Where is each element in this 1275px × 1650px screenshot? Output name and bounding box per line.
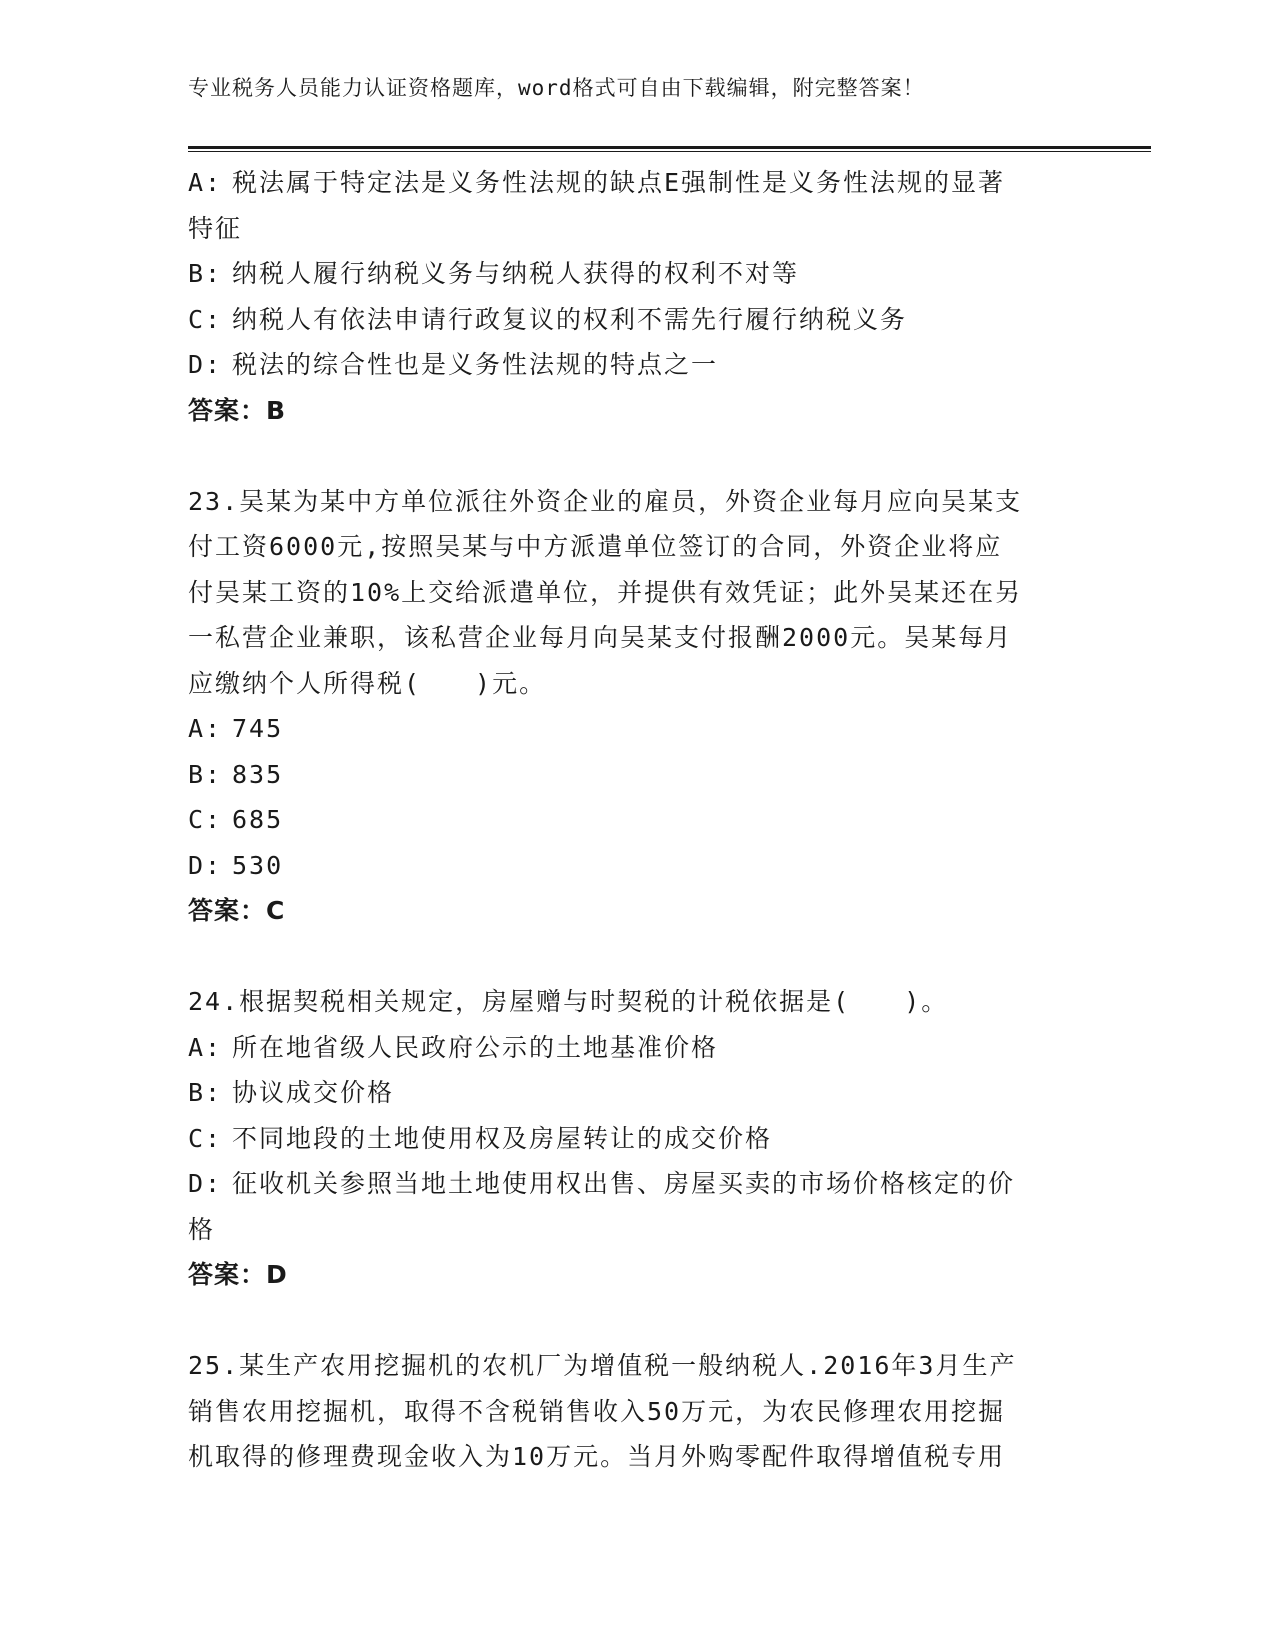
option-label: C: [188,304,223,334]
q25-stem-line: 机取得的修理费现金收入为10万元。当月外购零配件取得增值税专用 [188,1442,1006,1471]
q22-option-b-text: 纳税人履行纳税义务与纳税人获得的权利不对等 [232,259,800,288]
q23-option-a-text: 745 [232,714,284,743]
q24-option-c-text: 不同地段的土地使用权及房屋转让的成交价格 [232,1123,773,1153]
option-label: D: [188,850,223,880]
q23-option-c-text: 685 [232,805,284,834]
option-label: A: [188,1032,223,1062]
q24-option-c [188,1116,1088,1162]
q24-stem: 24.根据契税相关规定，房屋赠与时契税的计税依据是( )。 [188,987,949,1016]
option-label: C: [188,1123,223,1153]
q23-option-a [188,706,1088,752]
option-label: A: [188,714,223,743]
q22-answer: 答案：B [188,395,287,425]
q22-option-a-continued: 特征 [188,213,243,243]
q23-option-c [188,797,1088,843]
q24-option-b-text: 协议成交价格 [232,1078,395,1107]
q25-stem-line: 销售农用挖掘机，取得不含税销售收入50万元，为农民修理农用挖掘 [188,1396,1006,1426]
q23-option-d [188,843,1088,889]
spacer [188,1298,1088,1344]
q24-option-a [188,1025,1088,1071]
q22-option-c [188,297,1088,343]
option-label: D: [188,350,223,379]
option-label: B: [188,759,223,789]
q23-option-d-text: 530 [232,850,284,880]
spacer [188,934,1088,980]
q23-stem-line: 应缴纳个人所得税( )元。 [188,668,547,698]
q23-stem-line: 付吴某工资的10%上交给派遣单位，并提供有效凭证；此外吴某还在另 [188,577,1023,607]
q24-option-d-text: 征收机关参照当地土地使用权出售、房屋买卖的市场价格核定的价 [232,1169,1016,1198]
q24-option-a-text: 所在地省级人民政府公示的土地基准价格 [232,1032,719,1062]
q22-option-a [188,160,1088,206]
q22-option-d-text: 税法的综合性也是义务性法规的特点之一 [232,350,719,379]
document-body [188,160,1088,1480]
option-label: B: [188,259,223,288]
header-divider [188,146,1151,152]
q23-option-b-text: 835 [232,759,284,789]
page-header: 专业税务人员能力认证资格题库，word格式可自由下载编辑，附完整答案！ [188,76,925,100]
q23-answer: 答案：C [188,896,286,925]
q24-option-d [188,1161,1088,1207]
q22-option-a-text: 税法属于特定法是义务性法规的缺点E强制性是义务性法规的显著 [232,168,1006,197]
q23-stem-line: 一私营企业兼职，该私营企业每月向吴某支付报酬2000元。吴某每月 [188,623,1013,652]
q22-option-d [188,342,1088,388]
q22-option-c-text: 纳税人有依法申请行政复议的权利不需先行履行纳税义务 [232,304,908,334]
q22-option-b [188,251,1088,297]
q24-option-b [188,1070,1088,1116]
q23-stem-line: 付工资6000元,按照吴某与中方派遣单位签订的合同，外资企业将应 [188,532,1003,561]
q23-stem-line: 23.吴某为某中方单位派往外资企业的雇员，外资企业每月应向吴某支 [188,486,1023,516]
spacer [188,433,1088,479]
q23-option-b [188,752,1088,798]
q25-stem-line: 25.某生产农用挖掘机的农机厂为增值税一般纳税人.2016年3月生产 [188,1351,1017,1380]
option-label: C: [188,805,223,834]
option-label: D: [188,1169,223,1198]
q24-option-d-continued: 格 [188,1214,216,1244]
option-label: B: [188,1078,223,1107]
option-label: A: [188,168,223,197]
q24-answer: 答案：D [188,1260,288,1289]
